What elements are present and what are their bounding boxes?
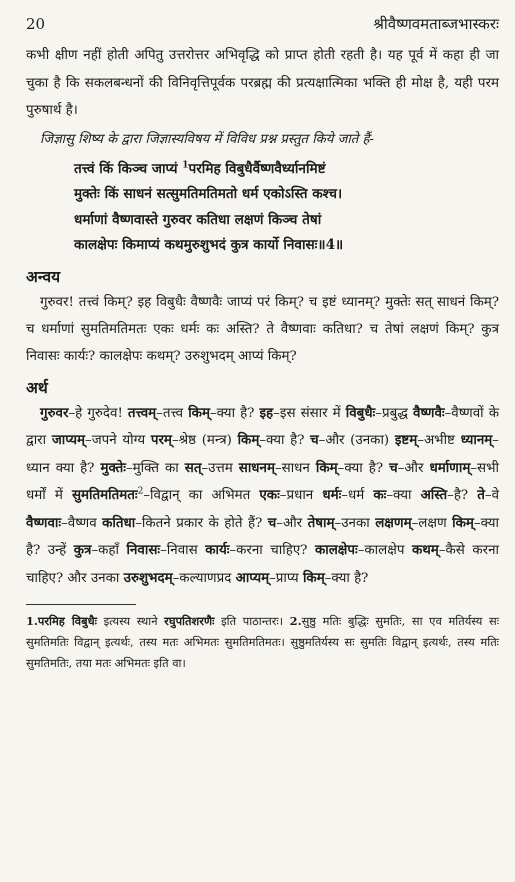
gloss-term: च (267, 514, 277, 531)
gloss-meaning: –कालक्षेप (357, 543, 412, 558)
gloss-term: कथम् (411, 542, 439, 558)
gloss-term: इह (259, 404, 274, 421)
gloss-meaning: –श्रेष्ठ (मन्त्र) (171, 433, 238, 448)
gloss-meaning: –उत्तम (201, 460, 239, 476)
gloss-term: गुरुवर (40, 404, 69, 421)
verse-line-4: कालक्षेपः किमाप्यं कथमुरुशुभदं कुत्र कार्यो निवासः॥4॥ (74, 237, 344, 253)
gloss-meaning: –उनका (334, 515, 376, 531)
gloss-meaning: –इस संसार में (273, 405, 346, 421)
gloss-term: एकः (259, 487, 280, 503)
gloss-term: वैष्णवाः (26, 514, 62, 531)
gloss-meaning: –और (397, 460, 430, 476)
gloss-meaning: –सभी धर्मों में (26, 460, 499, 503)
artha-paragraph (26, 400, 499, 593)
gloss-term: जाप्यम् (51, 432, 86, 448)
anvaya-paragraph: गुरुवर! तत्त्वं किम्? इह विबुधैः वैष्णवैः जाप्यं परं किम्? च इष्टं ध्यानम्? मुक्तेः सत् साधनं किम्? च धर्माणां सुमतिमतिमतः एकः धर्मः कः अस्ति? ते वैष्णवाः कतिधा? च तेषां लक्षणं किम्? कुत्र निवासः कार्यः? कालक्षेपः कथम्? उरुशुभदम् आप्यं किम्? (26, 294, 499, 364)
page-number: 20 (26, 15, 46, 33)
gloss-meaning: –लक्षण (411, 515, 453, 531)
gloss-term: धर्माणाम् (429, 459, 471, 476)
gloss-term: किम् (315, 459, 338, 476)
gloss-term: कार्यः (205, 542, 230, 558)
gloss-meaning: –अभीष्ट (417, 433, 461, 448)
verse-line-3: धर्माणां वैष्णवास्ते गुरुवर कतिधा लक्षणं किञ्च तेषां (74, 211, 322, 228)
gloss-meaning: –मुक्ति का (125, 460, 185, 476)
gloss-term: मुक्तेः (100, 459, 126, 476)
footnote-1-label: 1.परमिह विबुधैः (26, 614, 97, 628)
gloss-term: किम् (302, 569, 325, 586)
gloss-term: निवासः (126, 542, 161, 558)
artha-heading: अर्थ (26, 377, 48, 397)
gloss-term: किम् (237, 432, 260, 448)
gloss-term: लक्षणम् (375, 514, 412, 531)
gloss-term: तत्त्वम् (127, 404, 157, 421)
gloss-meaning: –तत्त्व (156, 405, 189, 421)
gloss-meaning: –जपने योग्य (85, 433, 151, 448)
gloss-meaning: –और (उनका) (318, 433, 395, 448)
gloss-meaning: –वैष्णव (61, 515, 103, 531)
gloss-meaning: –वैष्णवों के द्वारा (26, 405, 499, 448)
gloss-meaning: –क्या है? (337, 460, 390, 476)
gloss-term: साधनम् (238, 459, 275, 476)
gloss-meaning: –धर्म (341, 488, 374, 503)
gloss-meaning: –विद्वान् का अभिमत (143, 488, 260, 503)
intro-paragraph: कभी क्षीण नहीं होती अपितु उत्तरोत्तर अभिवृद्धि को प्राप्त होती रहती है। यह पूर्व में कहा ही जा चुका है कि सकलबन्धनों की विनिवृत्तिपूर्वक परब्रह्म की प्रत्यक्षात्मिका भक्ति ही मोक्ष है, यही परम पुरुषार्थ है। (26, 48, 499, 118)
running-head (26, 0, 499, 34)
gloss-term: उरुशुभदम् (123, 569, 173, 586)
gloss-meaning: –वे (484, 488, 500, 503)
gloss-meaning: –प्रबुद्ध (375, 405, 413, 421)
gloss-meaning: –कैसे करना चाहिए? और उनका (26, 543, 499, 586)
gloss-meaning: –क्या है? उन्हें (26, 515, 499, 558)
footnote-2-label: 2. (289, 614, 302, 628)
gloss-meaning: –ध्यान क्या है? (26, 433, 499, 476)
gloss-term: सत् (184, 459, 202, 476)
gloss-meaning: –हे गुरुदेव! (68, 405, 128, 421)
footnote-ref-2: 2 (137, 486, 144, 497)
gloss-term: तेषाम् (307, 514, 335, 531)
gloss-term: विबुधैः (345, 404, 376, 421)
gloss-meaning: –क्या है? (324, 570, 369, 586)
verse-line-2: मुक्तेः किं साधनं सत्सुमतिमतिमतो धर्म एकोऽस्ति कश्च। (74, 186, 343, 202)
gloss-term: अस्ति (420, 487, 448, 503)
verse-line-1: तत्त्वं किं किञ्च जाप्यं $^1$परमिह विबुधैर्वैष्णवैर्ध्यानमिष्टं (74, 159, 326, 177)
footnotes: 1.परमिह विबुधैः इत्यस्य स्थाने रघुपतिशरणैः इति पाठान्तरः। 2.सुष्ठु मतिः बुद्धिः सुमतिः, सा एव मतिर्यस्य सः सुमतिमतिः विद्वान् इत्यर्थः, तस्य मतः अभिमतः सुमतिमतिमतः। सुष्ठुमतिर्यस्य सः सुमतिः विद्वान् इत्यर्थः, तस्य मतिः सुमतिमतिः, तया मतः अभिमतः इति वा। (26, 614, 499, 670)
gloss-term: कुत्र (73, 542, 92, 558)
gloss-meaning: –करना चाहिए? (229, 543, 315, 558)
anvaya-heading: अन्वय (26, 266, 61, 286)
verse-block (74, 157, 499, 259)
gloss-meaning: –कहाँ (91, 543, 127, 558)
gloss-meaning: –और (276, 515, 308, 531)
gloss-term: ध्यानम् (460, 432, 493, 448)
gloss-meaning: –प्रधान (279, 488, 323, 503)
gloss-term: परम् (150, 432, 172, 448)
gloss-term: च (389, 459, 398, 476)
gloss-meaning: –है? (447, 488, 478, 503)
gloss-term: किम् (188, 404, 210, 421)
gloss-meaning: –कितने प्रकार के होते हैं? (135, 515, 268, 531)
book-title: श्रीवैष्णवमताब्जभास्करः (373, 15, 499, 33)
footnote-2-text: सुष्ठु मतिः बुद्धिः सुमतिः, सा एव मतिर्यस्य सः सुमतिमतिः विद्वान् इत्यर्थः, तस्य मतः अभिमतः सुमतिमतिमतः। सुष्ठुमतिर्यस्य सः सुमतिः विद्वान् इत्यर्थः, तस्य मतिः सुमतिमतिः, तया मतः अभिमतः इति वा। (26, 614, 499, 670)
gloss-term: कालक्षेपः (314, 542, 358, 558)
gloss-term: च (310, 432, 319, 448)
gloss-meaning: –क्या (386, 488, 421, 503)
gloss-term: सुमतिमतिमतः (71, 487, 138, 503)
gloss-term: किम् (452, 514, 474, 531)
gloss-meaning: –प्राप्य (269, 570, 303, 586)
gloss-term: इष्टम् (394, 432, 418, 448)
footnote-divider (26, 604, 136, 605)
gloss-term: कः (373, 487, 387, 503)
gloss-term: धर्मः (322, 487, 342, 503)
gloss-term: कतिधा (102, 514, 136, 531)
gloss-meaning: –साधन (274, 460, 316, 476)
footnote-ref-1: 1 (182, 159, 189, 170)
gloss-meaning: –क्या है? (259, 433, 311, 448)
gloss-term: ते (477, 487, 485, 503)
gloss-term: वैष्णवैः (413, 404, 445, 421)
question-intro: जिज्ञासु शिष्य के द्वारा जिज्ञास्यविषय में विविध प्रश्न प्रस्तुत किये जाते हैं- (40, 131, 374, 147)
gloss-term: आप्यम् (235, 569, 270, 586)
gloss-meaning: –निवास (160, 543, 206, 558)
gloss-meaning: –क्या है? (209, 405, 260, 421)
gloss-meaning: –कल्याणप्रद (172, 570, 236, 586)
